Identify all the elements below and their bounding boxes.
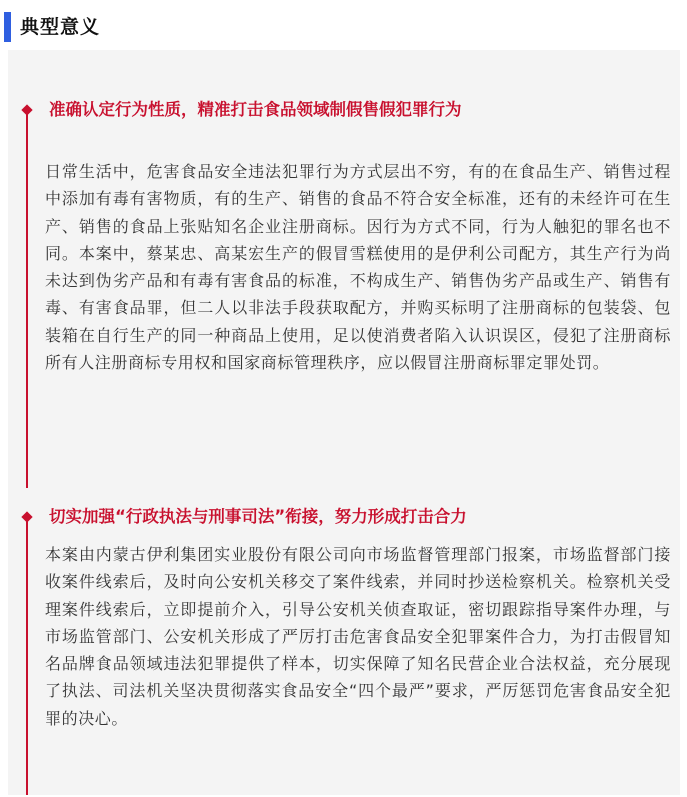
section-1-body: 日常生活中，危害食品安全违法犯罪行为方式层出不穷，有的在食品生产、销售过程中添加有毒有害物质，有的生产、销售的食品不符合安全标准，还有的未经许可在生产、销售的食品上张贴知名企业注册商标。因行为方式不同，行为人触犯的罪名也不同。本案中，蔡某忠、高某宏生产的假冒雪糕使用的是伊利公司配方，其生产行为尚未达到伪劣产品和有毒有害食品的标准，不构成生产、销售伪劣产品或生产、销售有毒、有害食品罪，但二人以非法手段获取配方，并购买标明了注册商标的包装袋、包装箱在自行生产的同一种商品上使用，足以使消费者陷入认识误区，侵犯了注册商标所有人注册商标专用权和国家商标管理秩序，应以假冒注册商标罪定罪处罚。 [45,162,671,373]
section-1-title: 准确认定行为性质，精准打击食品领域制假售假犯罪行为 [49,100,462,119]
section-2-body: 本案由内蒙古伊利集团实业股份有限公司向市场监督管理部门报案，市场监督部门接收案件线索后，及时向公安机关移交了案件线索，并同时抄送检察机关。检察机关受理案件线索后，立即提前介入，引导公安机关侦查取证，密切跟踪指导案件办理，与市场监管部门、公安机关形成了严厉打击危害食品安全犯罪案件合力，为打击假冒知名品牌食品领域违法犯罪提供了样本，切实保障了知名民营企业合法权益，充分展现了执法、司法机关坚决贯彻落实食品安全“四个最严”要求，严厉惩罚危害食品安全犯罪的决心。 [45,545,671,728]
section-1-rule [26,110,28,488]
section-2-title: 切实加强“行政执法与刑事司法”衔接，努力形成打击合力 [49,507,467,526]
heading-accent-bar [4,12,11,42]
section-2-rule [26,521,28,795]
page-title: 典型意义 [20,16,101,38]
section-heading [0,8,687,46]
